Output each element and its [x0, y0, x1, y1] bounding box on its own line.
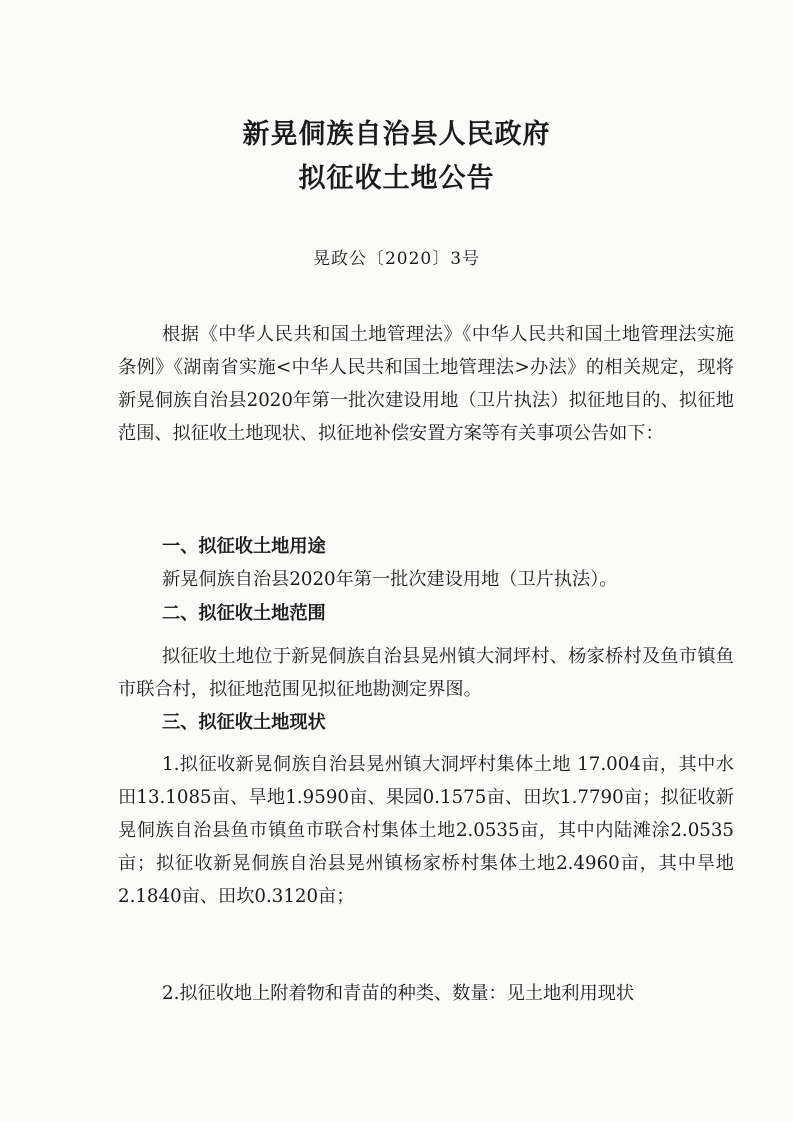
document-number: 晃政公〔2020〕3号 [312, 249, 481, 269]
section2-heading: 二、拟征收土地范围 [162, 603, 326, 624]
section1-heading: 一、拟征收土地用途 [162, 536, 326, 557]
section3-item1: 1.拟征收新晃侗族自治县晃州镇大洞坪村集体土地 17.004亩，其中水田13.1085亩、旱地1.9590亩、果园0.1575亩、田坎1.7790亩；拟征收新晃侗族自治县鱼市镇鱼市联合村集体土地2.0535亩，其中内陆滩涂2.0535亩；拟征收新晃侗族自治县晃州镇杨家桥村集体土地2.4960亩，其中旱地2.1840亩、田坎0.3120亩； [118, 754, 734, 907]
section3-heading: 三、拟征收土地现状 [162, 712, 326, 733]
section3-item2: 2.拟征收地上附着物和青苗的种类、数量：见土地利用现状 [162, 983, 635, 1004]
document-title-line1: 新晃侗族自治县人民政府 [242, 119, 551, 150]
intro-paragraph: 根据《中华人民共和国土地管理法》《中华人民共和国土地管理法实施条例》《湖南省实施<中华人民共和国土地管理法>办法》的相关规定，现将新晃侗族自治县2020年第一批次建设用地（卫片执法）拟征地目的、拟征地范围、拟征收土地现状、拟征地补偿安置方案等有关事项公告如下： [118, 324, 734, 444]
section1-body: 新晃侗族自治县2020年第一批次建设用地（卫片执法）。 [162, 569, 618, 590]
section2-body: 拟征收土地位于新晃侗族自治县晃州镇大洞坪村、杨家桥村及鱼市镇鱼市联合村，拟征地范围见拟征地勘测定界图。 [118, 646, 734, 700]
document-title-line2: 拟征收土地公告 [298, 163, 495, 194]
